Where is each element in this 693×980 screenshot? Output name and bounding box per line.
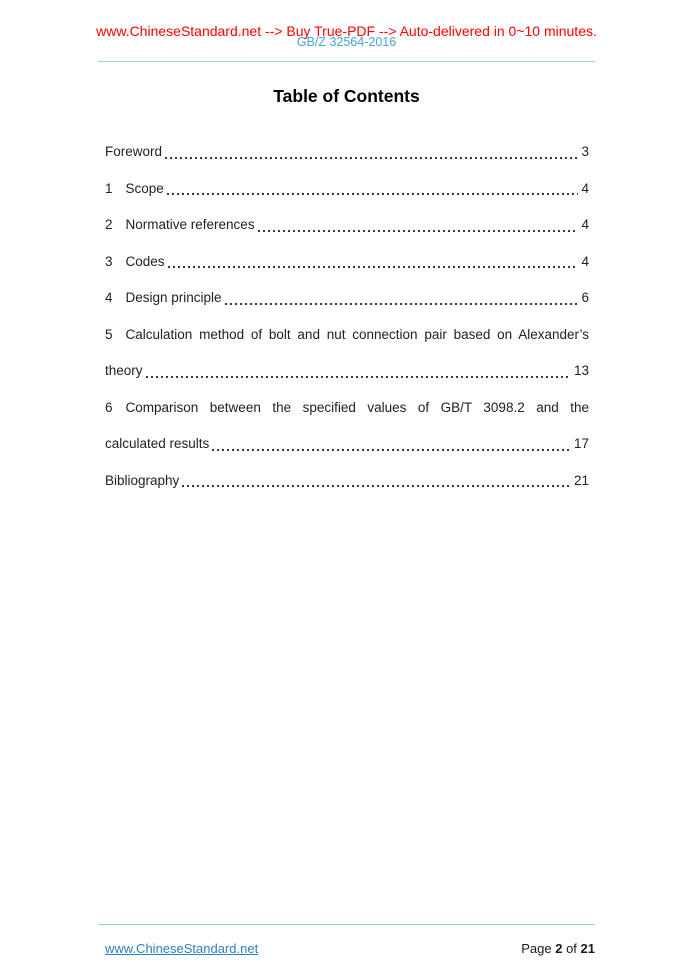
toc-entry-text [105,280,222,317]
standard-code: GB/Z 32564-2016 [296,35,397,49]
watermark-ad-link[interactable]: www.ChineseStandard.net --> Buy True-PDF --> Auto-delivered in 0~10 minutes. [96,23,597,39]
toc-dot-leader [146,376,571,378]
toc-entry-scope[interactable] [105,171,589,208]
footer-website-link[interactable]: www.ChineseStandard.net [105,941,259,956]
footer-page-of: of [566,941,577,956]
footer-page-current: 2 [555,941,563,956]
toc-entry-title: theory [105,363,143,378]
toc-entry-title: Scope [125,180,164,196]
toc-page-number: 4 [581,180,589,196]
toc-entry-foreword[interactable] [105,134,589,171]
toc-entry-text [105,171,164,208]
toc-entry-calculation-method-line1[interactable] [105,317,589,354]
table-of-contents [105,134,589,499]
toc-entry-text [105,353,143,390]
page-title: Table of Contents [273,86,420,106]
toc-entry-number: 3 [105,253,113,269]
toc-page-number: 13 [573,363,589,378]
toc-entry-number: 1 [105,180,113,196]
toc-dot-leader [258,230,579,232]
toc-entry-text [105,244,165,281]
toc-dot-leader [165,157,578,159]
toc-entry-text [105,134,162,171]
footer-page-total: 21 [580,941,595,956]
toc-entry-title: Foreword [105,144,163,159]
toc-page-number: 17 [573,436,589,451]
toc-page-number: 4 [581,217,589,232]
toc-entry-calculation-method-line2[interactable] [105,353,589,390]
toc-entry-bibliography[interactable] [105,463,589,500]
toc-dot-leader [167,193,579,195]
toc-entry-title: Comparison between the specified values of GB/T 3098.2 and the [125,399,589,415]
toc-entry-number: 5 [105,326,113,342]
toc-dot-leader [212,449,571,451]
toc-entry-text [105,207,255,244]
toc-entry-design-principle[interactable] [105,280,589,317]
footer-page-label: Page [521,941,552,956]
toc-page-number: 21 [573,472,589,488]
toc-entry-title: Normative references [125,217,255,232]
toc-entry-text [105,463,179,500]
toc-entry-title: Codes [125,253,165,269]
toc-entry-codes[interactable] [105,244,589,281]
toc-entry-comparison-line2[interactable] [105,426,589,463]
toc-entry-text [105,426,209,463]
toc-dot-leader [182,485,571,487]
toc-page-number: 4 [581,253,589,269]
header-divider [98,61,595,62]
toc-entry-title: calculated results [105,436,210,451]
toc-entry-title: Calculation method of bolt and nut connection pair based on Alexander’s [125,326,589,342]
page-footer [98,924,595,956]
toc-dot-leader [225,303,579,305]
toc-entry-number: 6 [105,399,113,415]
toc-entry-title: Design principle [125,290,222,305]
toc-page-number: 3 [581,144,589,159]
toc-entry-number: 4 [105,290,113,305]
toc-entry-title: Bibliography [105,472,180,488]
toc-entry-number: 2 [105,217,113,232]
toc-entry-comparison-line1[interactable] [105,390,589,427]
toc-page-number: 6 [581,290,589,305]
footer-page-number [521,941,595,956]
toc-dot-leader [168,266,579,268]
toc-entry-normative-references[interactable] [105,207,589,244]
